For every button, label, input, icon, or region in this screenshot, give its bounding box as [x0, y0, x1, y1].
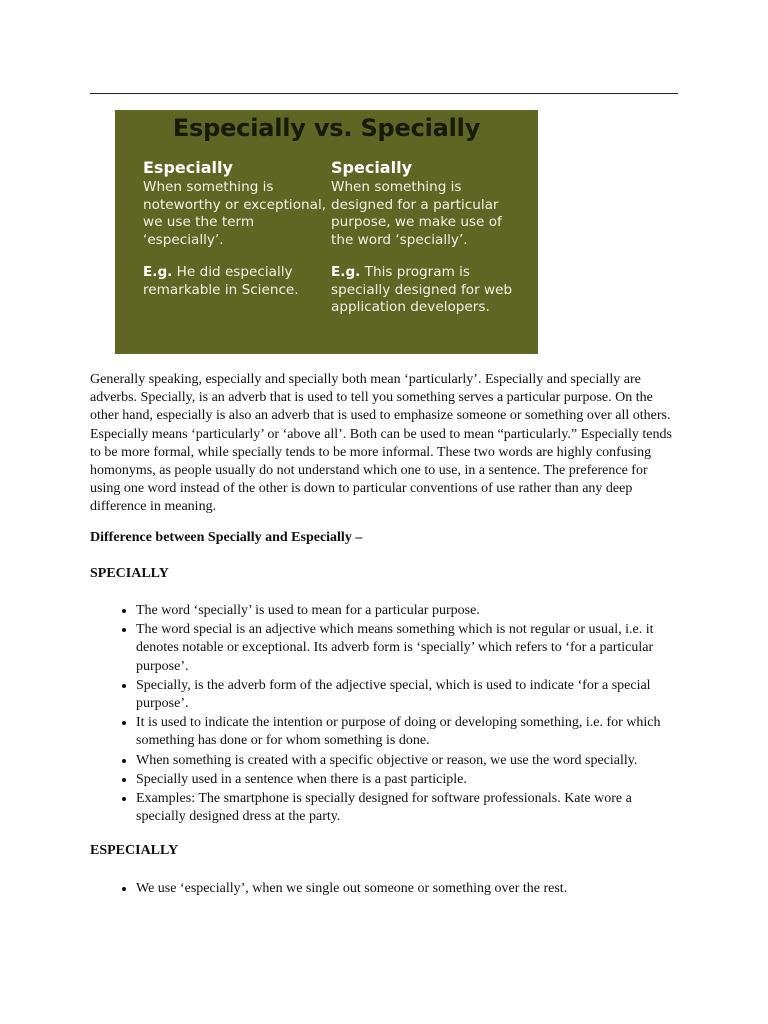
list-item: • Specially, is the adverb form of the adjective special, which is used to indicate ‘for a special purpose’.	[136, 676, 680, 713]
especially-heading: ESPECIALLY	[90, 843, 179, 859]
comparison-infographic	[115, 110, 538, 354]
list-item: • The word special is an adjective which means something which is not regular or usual, i.e. it denotes notable or exceptional. Its adverb form is ‘specially’ which refers to ‘for a particular purpose’.	[136, 620, 680, 676]
list-item: • Specially used in a sentence when there is a past participle.	[136, 770, 680, 789]
especially-column-example	[143, 264, 331, 299]
especially-column	[143, 158, 331, 299]
specially-bullet-list	[90, 601, 680, 826]
difference-heading: Difference between Specially and Especially –	[90, 529, 363, 545]
list-item: • When something is created with a specific objective or reason, we use the word specially.	[136, 751, 680, 770]
infographic-title: Especially vs. Specially	[172, 114, 481, 142]
example-prefix: E.g.	[143, 264, 173, 280]
list-item: • Examples: The smartphone is specially designed for software professionals. Kate wore a specially designed dress at the party.	[136, 789, 680, 826]
specially-column-example	[331, 264, 519, 317]
list-item: • The word ‘specially’ is used to mean for a particular purpose.	[136, 601, 680, 620]
header-rule	[90, 93, 678, 94]
list-item: • It is used to indicate the intention or purpose of doing or developing something, i.e. for which something has done or for whom something is done.	[136, 713, 680, 750]
especially-column-heading: Especially	[143, 158, 233, 177]
example-prefix: E.g.	[331, 264, 361, 280]
specially-column	[331, 158, 519, 317]
intro-paragraph: Generally speaking, especially and specially both mean ‘particularly’. Especially and specially are adverbs. Specially, is an adverb that is used to tell you something serves a particular purpose. On the other hand, especially is also an adverb that is used to emphasize someone or something over all others. Especially means ‘particularly’ or ‘above all’. Both can be used to mean “particularly.” Especially tends to be more formal, while specially tends to be more informal. These two words are highly confusing homonyms, as people usually do not understand which one to use, in a sentence. The preference for using one word instead of the other is down to particular conventions of use rather than any deep difference in meaning.	[90, 372, 672, 515]
especially-bullet-list	[90, 879, 680, 898]
document-body	[90, 371, 680, 914]
specially-column-description: When something is designed for a particular purpose, we make use of the word ‘specially’.	[331, 179, 502, 248]
especially-column-description: When something is noteworthy or exceptional, we use the term ‘especially’.	[143, 179, 327, 248]
example-text: He did especially remarkable in Science.	[143, 264, 299, 298]
example-text: This program is specially designed for web application developers.	[331, 264, 513, 315]
specially-column-heading: Specially	[331, 158, 412, 177]
list-item: • We use ‘especially’, when we single out someone or something over the rest.	[136, 879, 680, 898]
specially-heading: SPECIALLY	[90, 565, 169, 581]
